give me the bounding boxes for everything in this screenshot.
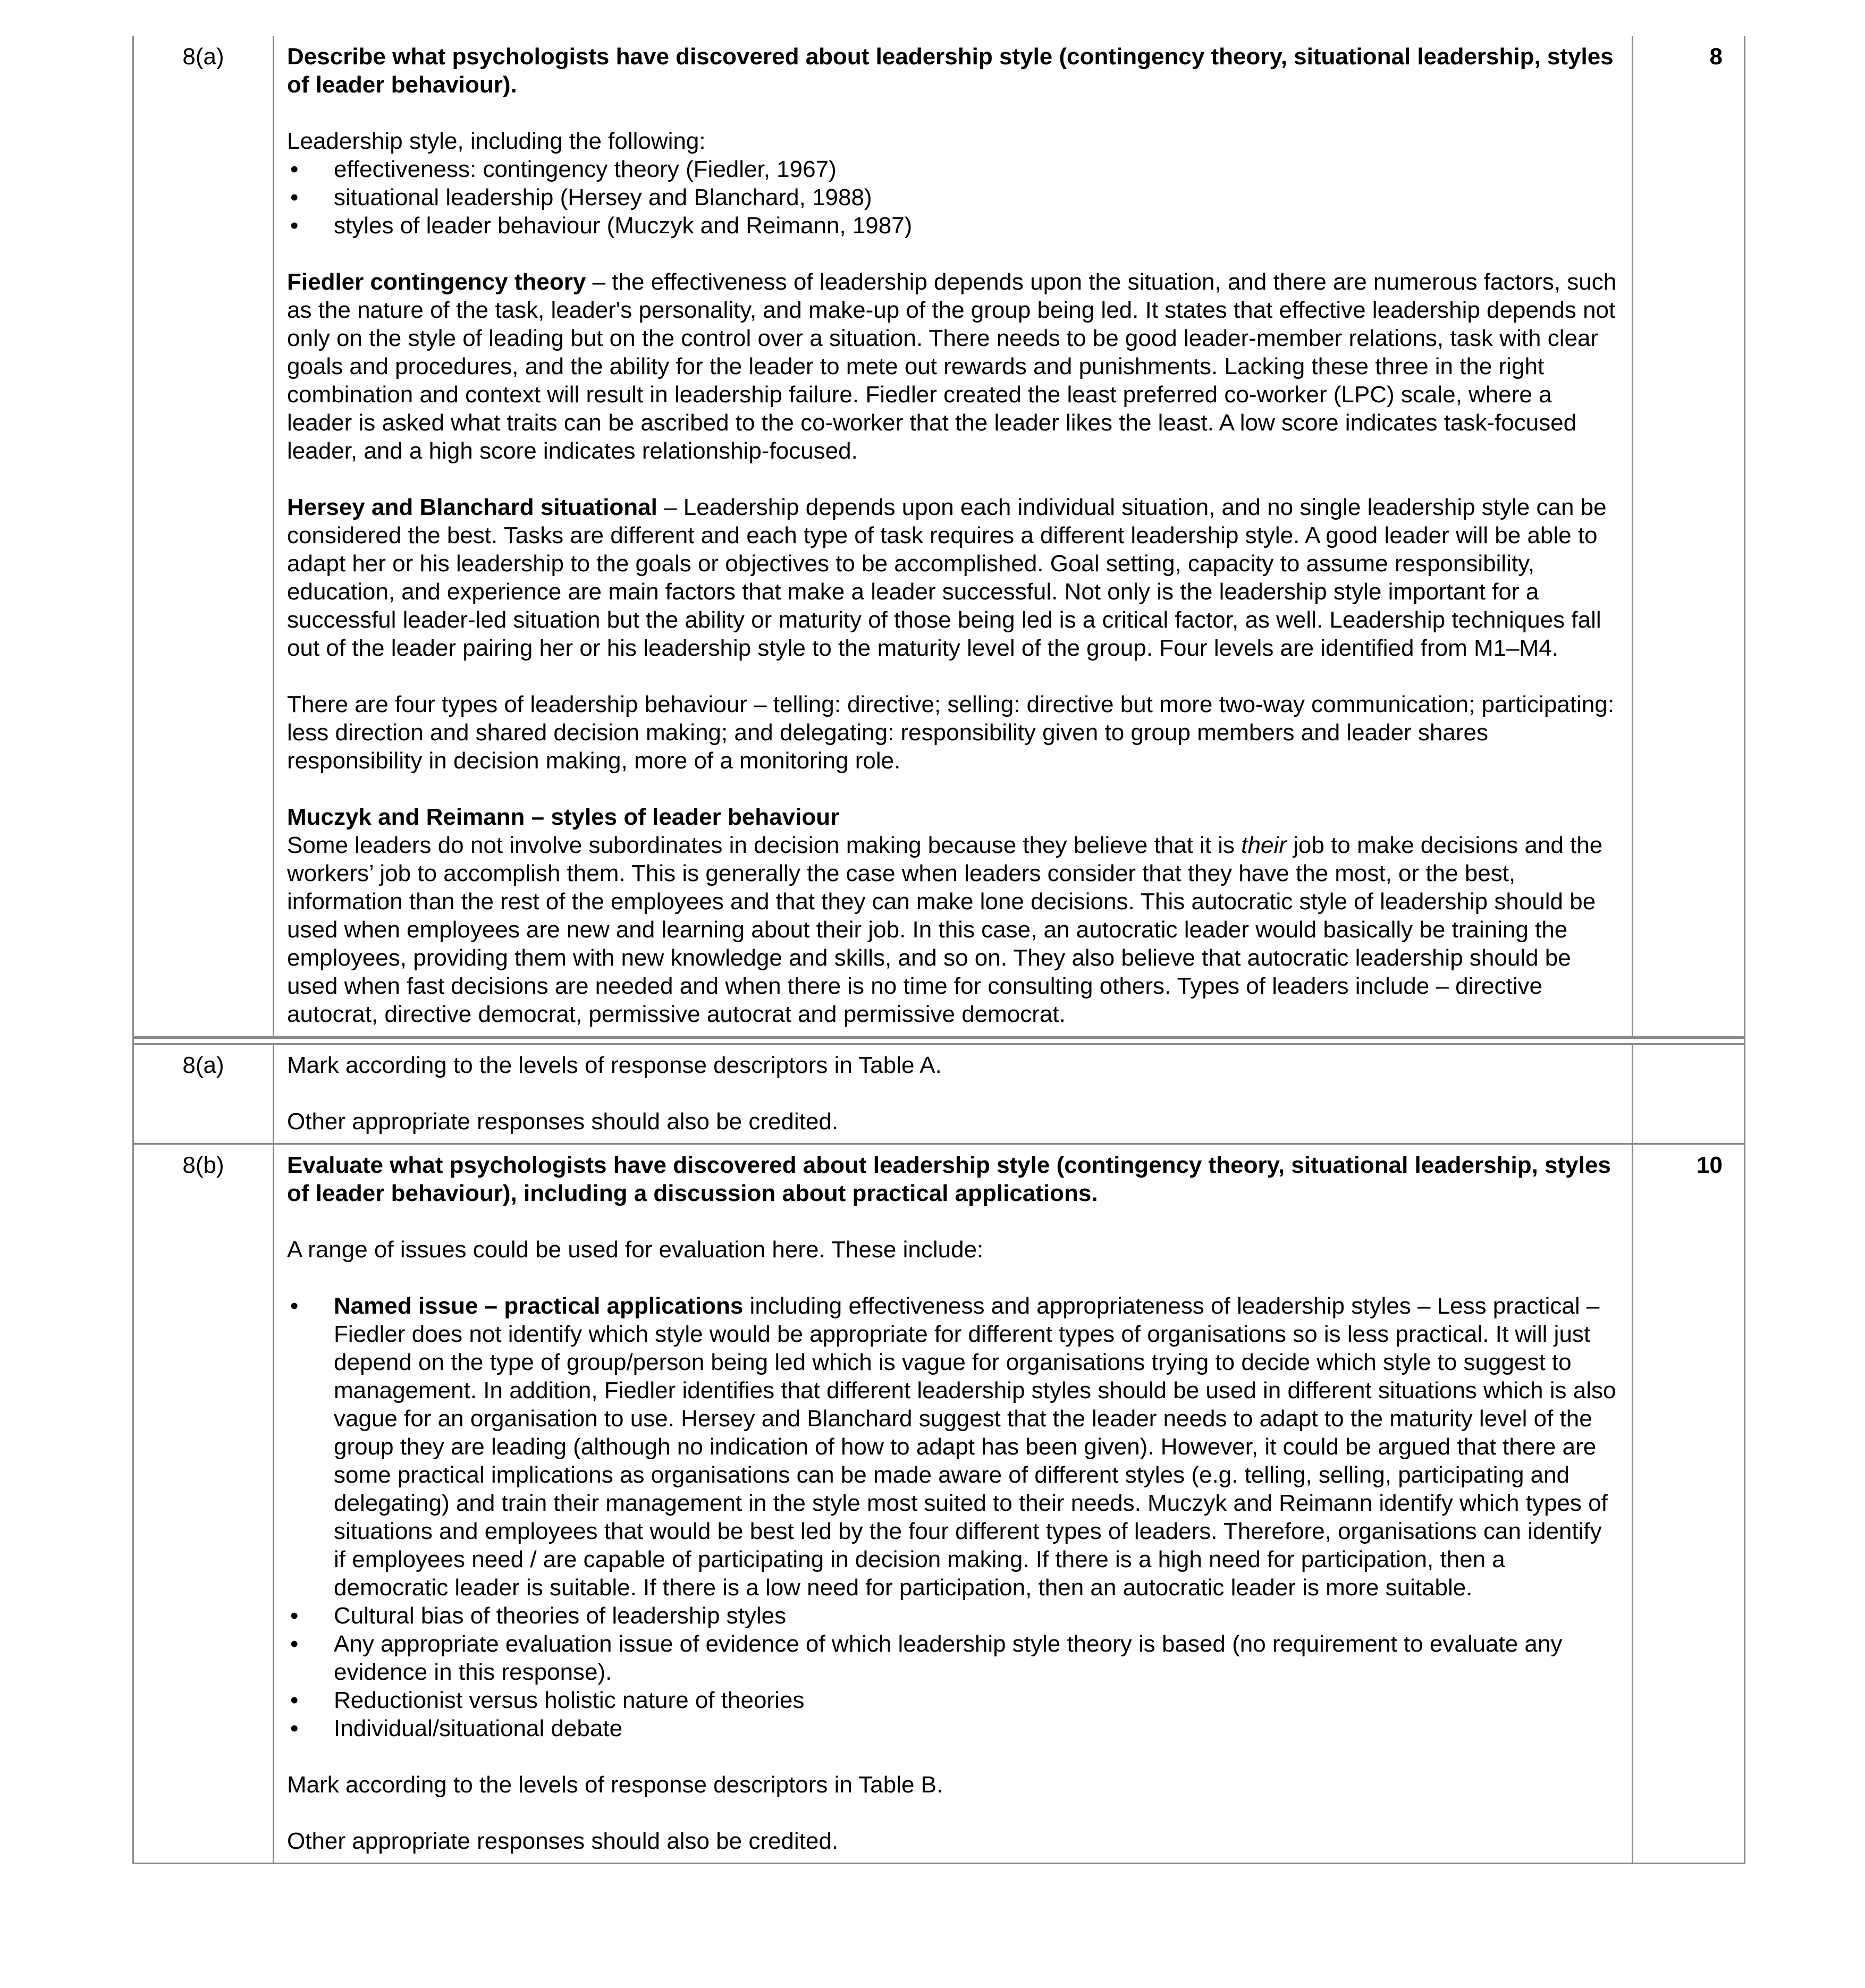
hersey-paragraph: [287, 493, 1619, 662]
table-row-8a-guidance: [134, 1045, 1744, 1145]
mark-scheme-table: [132, 36, 1745, 1864]
list-item: • situational leadership (Hersey and Blanchard, 1988): [287, 183, 1619, 212]
list-item: • styles of leader behaviour (Muczyk and Reimann, 1987): [287, 212, 1619, 240]
muczyk-paragraph: [287, 831, 1619, 1028]
muczyk-heading: Muczyk and Reimann – styles of leader behaviour: [287, 804, 840, 830]
question-number: 8(b): [134, 1145, 274, 1863]
named-issue-heading: Named issue – practical applications: [334, 1293, 744, 1319]
intro-text: A range of issues could be used for evaluation here. These include:: [287, 1237, 984, 1263]
table-row-8b: [134, 1145, 1744, 1864]
table-row-8a-content: [134, 36, 1744, 1037]
question-text: Evaluate what psychologists have discovered about leadership style (contingency theory, situational leadership, styles of leader behaviour), including a discussion about practical applications.: [287, 1152, 1611, 1206]
fiedler-body: – the effectiveness of leadership depends upon the situation, and there are numerous factors, such as the nature of the task, leader's personality, and make-up of the group being led. It states that effective leadership depends not only on the style of leading but on the control over a situation. There needs to be good leader-member relations, task with clear goals and procedures, and the ability for the leader to mete out rewards and punishments. Lacking these three in the right combination and context will result in leadership failure. Fiedler created the least preferred co-worker (LPC) scale, where a leader is asked what traits can be ascribed to the co-worker that the leader likes the least. A low score indicates task-focused leader, and a high score indicates relationship-focused.: [287, 269, 1617, 464]
fiedler-paragraph: [287, 268, 1619, 465]
four-types-paragraph: There are four types of leadership behaviour – telling: directive; selling: directive but more two-way communication; participating: less direction and shared decision making; and delegating: responsibility given to group members and leader shares responsibility in decision making, more of a monitoring role.: [287, 691, 1614, 774]
list-item: • effectiveness: contingency theory (Fiedler, 1967): [287, 155, 1619, 183]
question-number: 8(a): [134, 1045, 274, 1143]
list-item: • Any appropriate evaluation issue of evidence of which leadership style theory is based (no requirement to evaluate any evidence in this response).: [287, 1630, 1619, 1686]
intro-text: Leadership style, including the following:: [287, 128, 706, 154]
marks-value: 8: [1709, 44, 1723, 70]
guidance-line: Mark according to the levels of response descriptors in Table A.: [287, 1052, 942, 1078]
muczyk-text-2: job to make decisions and the workers’ job to accomplish them. This is generally the case when leaders consider that they have the most, or the best, information than the rest of the employees and that they can make lone decisions. This autocratic style of leadership should be used when employees are new and learning about their job. In this case, an autocratic leader would basically be training the employees, providing them with new knowledge and skills, and so on. They also believe that autocratic leadership should be used when fast decisions are needed and when there is no time for consulting others. Types of leaders include – directive autocrat, directive democrat, permissive autocrat and permissive democrat.: [287, 832, 1603, 1027]
question-number: 8(a): [134, 36, 274, 1036]
double-divider: [134, 1037, 1744, 1045]
muczyk-emphasis: their: [1241, 832, 1287, 858]
guidance-line: Other appropriate responses should also be credited.: [287, 1109, 839, 1135]
hersey-body: – Leadership depends upon each individual situation, and no single leadership style can be considered the best. Tasks are different and each type of task requires a different leadership style. A good leader will be able to adapt her or his leadership to the goals or objectives to be accomplished. Goal setting, capacity to assume responsibility, education, and experience are main factors that make a leader successful. Not only is the leadership style important for a successful leader-led situation but the ability or maturity of those being led is a critical factor, as well. Leadership techniques fall out of the leader pairing her or his leadership style to the maturity level of the group. Four levels are identified from M1–M4.: [287, 494, 1607, 661]
question-text: Describe what psychologists have discovered about leadership style (contingency theory, situational leadership, styles of leader behaviour).: [287, 44, 1614, 98]
muczyk-text-1: Some leaders do not involve subordinates in decision making because they believe that it is: [287, 832, 1242, 858]
answer-cell: [274, 1145, 1633, 1863]
bullet-list: [287, 155, 1619, 240]
answer-cell: [274, 36, 1633, 1036]
guidance-line: Other appropriate responses should also be credited.: [287, 1828, 839, 1854]
marks-value: 10: [1697, 1152, 1723, 1178]
list-item: • Cultural bias of theories of leadership styles: [287, 1602, 1619, 1630]
list-item: • Reductionist versus holistic nature of theories: [287, 1686, 1619, 1714]
guidance-line: Mark according to the levels of response descriptors in Table B.: [287, 1772, 943, 1798]
list-item: • Individual/situational debate: [287, 1714, 1619, 1742]
evaluation-list: [287, 1292, 1619, 1742]
hersey-heading: Hersey and Blanchard situational: [287, 494, 657, 520]
named-issue-body: including effectiveness and appropriateness of leadership styles – Less practical – Fiedler does not identify which style would be appropriate for different types of organisations so is less practical. It will just depend on the type of group/person being led which is vague for organisations trying to decide which style to suggest to management. In addition, Fiedler identifies that different leadership styles should be used in different situations which is also vague for an organisation to use. Hersey and Blanchard suggest that the leader needs to adapt to the maturity level of the group they are leading (although no indication of how to adapt has been given). However, it could be argued that there are some practical implications as organisations can be made aware of different styles (e.g. telling, selling, participating and delegating) and train their management in the style most suited to their needs. Muczyk and Reimann identify which types of situations and employees that would be best led by the four different types of leaders. Therefore, organisations can identify if employees need / are capable of participating in decision making. If there is a high need for participation, then a democratic leader is suitable. If there is a low need for participation, then an autocratic leader is more suitable.: [334, 1293, 1616, 1601]
fiedler-heading: Fiedler contingency theory: [287, 269, 586, 295]
guidance-cell: [274, 1045, 1633, 1143]
list-item: [287, 1292, 1619, 1602]
marks-cell-empty: [1633, 1045, 1744, 1143]
